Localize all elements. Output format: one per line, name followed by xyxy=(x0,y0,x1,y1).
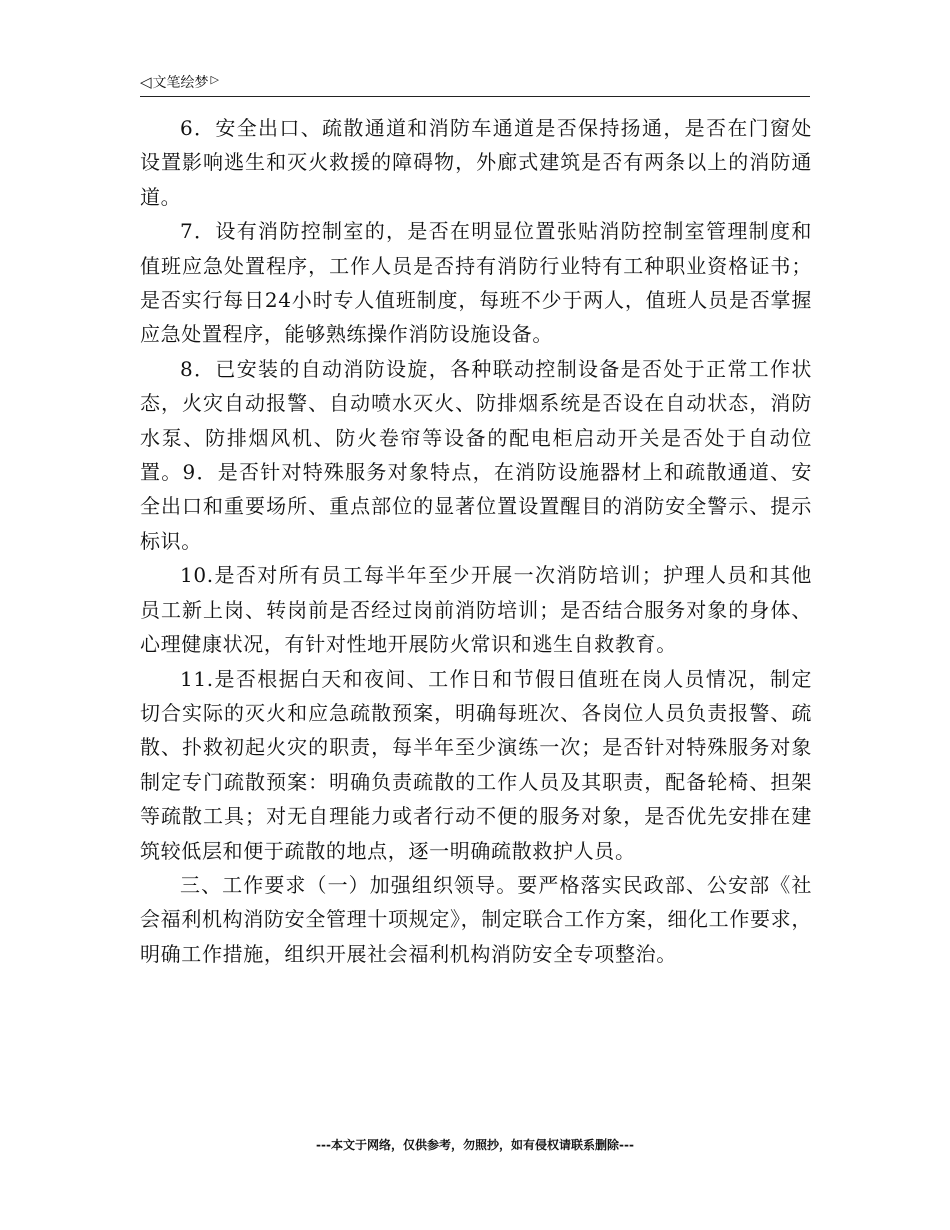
paragraph-item-11: 11.是否根据白天和夜间、工作日和节假日值班在岗人员情况，制定切合实际的灭火和应急疏散预案，明确每班次、各岗位人员负责报警、疏散、扑救初起火灾的职责，每半年至少演练一次；是否针对特殊服务对象制定专门疏散预案：明确负责疏散的工作人员及其职责，配备轮椅、担架等疏散工具；对无自理能力或者行动不便的服务对象，是否优先安排在建筑较低层和便于疏散的地点，逐一明确疏散救护人员。 xyxy=(140,666,812,863)
page-header xyxy=(140,70,810,97)
header-brand xyxy=(140,72,219,92)
paragraph-work-requirements: 三、工作要求（一）加强组织领导。要严格落实民政部、公安部《社会福利机构消防安全管理十项规定》，制定联合工作方案，细化工作要求，明确工作措施，组织开展社会福利机构消防安全专项整治。 xyxy=(140,872,812,966)
document-body xyxy=(140,111,812,971)
brand-text: 文笔绘梦 xyxy=(152,75,209,91)
paragraph-item-10: 10.是否对所有员工每半年至少开展一次消防培训；护理人员和其他员工新上岗、转岗前是否经过岗前消防培训；是否结合服务对象的身体、心理健康状况，有针对性地开展防火常识和逃生自救教育。 xyxy=(140,563,812,657)
left-triangle-icon: ◁ xyxy=(140,73,152,91)
paragraph-item-7: 7．设有消防控制室的，是否在明显位置张贴消防控制室管理制度和值班应急处置程序，工作人员是否持有消防行业特有工种职业资格证书；是否实行每日24小时专人值班制度，每班不少于两人，值班人员是否掌握应急处置程序，能够熟练操作消防设施设备。 xyxy=(140,219,812,347)
page-footer: ---本文于网络，仅供参考，勿照抄，如有侵权请联系删除--- xyxy=(316,1138,634,1152)
paragraph-item-6: 6．安全出口、疏散通道和消防车通道是否保持扬通，是否在门窗处设置影响逃生和灭火救援的障碍物，外廊式建筑是否有两条以上的消防通道。 xyxy=(140,116,812,209)
right-triangle-icon: ▷ xyxy=(210,72,220,86)
paragraph-item-8-9: 8．已安装的自动消防设旋，各种联动控制设备是否处于正常工作状态，火灾自动报警、自动喷水灭火、防排烟系统是否设在自动状态，消防水泵、防排烟风机、防火卷帘等设备的配电柜启动开关是否处于自动位置。9．是否针对特殊服务对象特点，在消防设施器材上和疏散通道、安全出口和重要场所、重点部位的显著位置设置醒目的消防安全警示、提示标识。 xyxy=(140,356,812,553)
